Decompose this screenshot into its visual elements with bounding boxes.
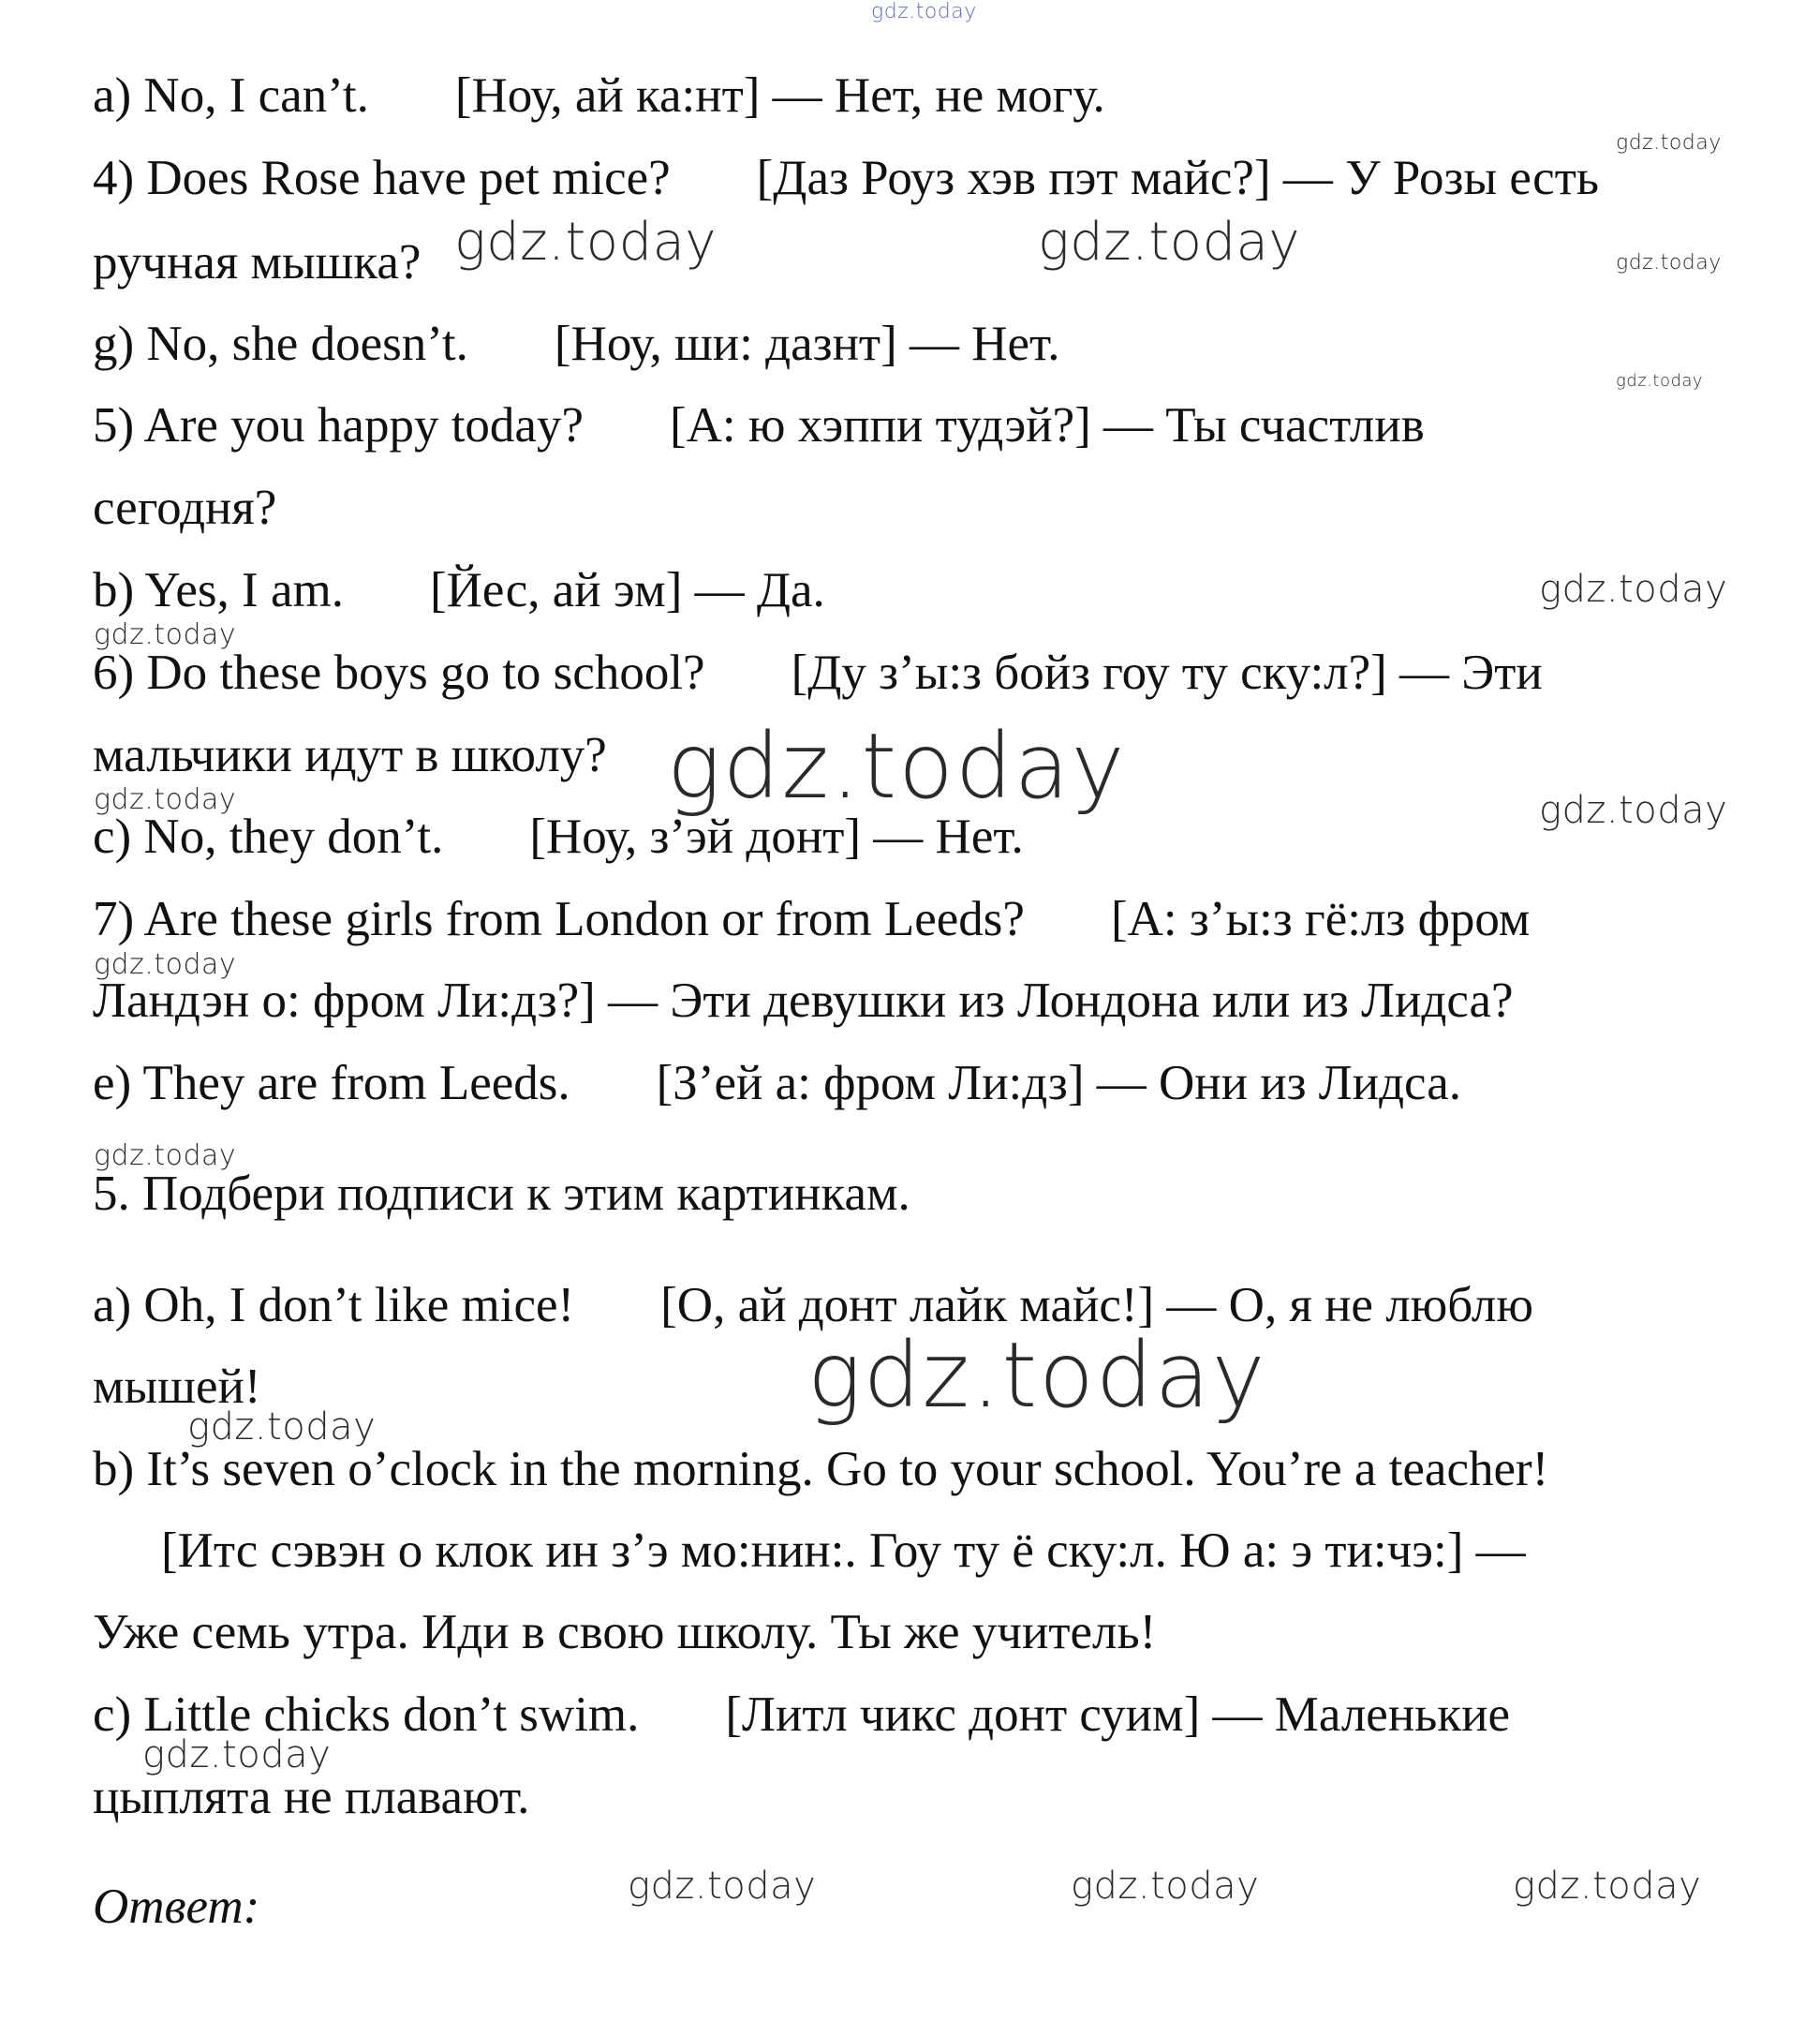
watermark: gdz.today — [807, 1323, 1267, 1428]
line-translation: [А: ю хэппи тудэй?] — Ты счастлив — [669, 398, 1425, 453]
watermark: gdz.today — [871, 0, 977, 23]
line-text: e) They are from Leeds. — [93, 1056, 570, 1110]
watermark: gdz.today — [1616, 371, 1704, 391]
line-text: 4) Does Rose have pet mice? — [93, 151, 671, 205]
watermark: gdz.today — [667, 714, 1127, 819]
watermark: gdz.today — [1513, 1865, 1702, 1908]
text-line — [93, 480, 276, 536]
watermark: gdz.today — [1539, 789, 1728, 832]
line-text: a) Oh, I don’t like mice! — [93, 1278, 575, 1332]
line-translation: [З’ей а: фром Ли:дз] — Они из Лидса. — [656, 1056, 1462, 1110]
line-text: Уже семь утра. Иди в свою школу. Ты же учитель! — [93, 1605, 1157, 1659]
text-line — [93, 1441, 1548, 1497]
watermark: gdz.today — [1539, 568, 1728, 611]
watermark: gdz.today — [142, 1733, 332, 1776]
line-translation: [Литл чикс донт суим] — Маленькие — [725, 1687, 1510, 1742]
line-translation: [О, ай донт лайк майс!] — О, я не люблю — [660, 1278, 1533, 1332]
line-text: мальчики идут в школу? — [93, 728, 607, 782]
watermark: gdz.today — [1616, 251, 1722, 275]
line-translation: [Ноу, ай ка:нт] — Нет, не могу. — [454, 68, 1105, 123]
watermark: gdz.today — [454, 212, 718, 273]
watermark: gdz.today — [94, 1139, 237, 1172]
line-translation: [Ноу, ши: дазнт] — Нет. — [554, 317, 1060, 371]
line-text: c) No, they don’t. — [93, 810, 444, 864]
section-heading — [93, 1166, 910, 1222]
line-text: b) Yes, I am. — [93, 563, 344, 617]
text-line — [93, 727, 607, 783]
watermark: gdz.today — [1616, 131, 1722, 155]
text-line — [93, 150, 1599, 206]
line-text: 6) Do these boys go to school? — [93, 646, 705, 700]
text-line — [93, 562, 825, 618]
line-translation: [Ноу, з’эй донт] — Нет. — [529, 810, 1024, 864]
text-line — [93, 1769, 529, 1825]
text-line — [93, 1055, 1461, 1111]
line-text: ручная мышка? — [93, 235, 422, 290]
text-line — [161, 1523, 1526, 1579]
line-text: цыплята не плавают. — [93, 1770, 530, 1824]
text-line — [93, 973, 1514, 1029]
line-text: [Итс сэвэн о клок ин з’э мо:нин:. Гоу ту ё ску:л. Ю а: э ти:чэ:] — — [161, 1523, 1526, 1578]
text-line — [93, 645, 1543, 701]
line-text: мышей! — [93, 1360, 261, 1414]
watermark: gdz.today — [94, 618, 237, 651]
line-text: 5) Are you happy today? — [93, 398, 584, 453]
text-line — [93, 316, 1059, 372]
watermark: gdz.today — [94, 948, 237, 981]
answer-label-text: Ответ: — [93, 1880, 260, 1934]
text-line — [93, 397, 1425, 453]
watermark: gdz.today — [1038, 212, 1301, 273]
text-line — [93, 234, 421, 290]
line-text: 7) Are these girls from London or from Leeds? — [93, 892, 1025, 946]
watermark: gdz.today — [628, 1865, 817, 1908]
watermark: gdz.today — [1071, 1865, 1260, 1908]
text-line — [93, 1604, 1156, 1660]
line-translation: [Даз Роуз хэв пэт майс?] — У Розы есть — [756, 151, 1600, 205]
line-translation: [Йес, ай эм] — Да. — [429, 563, 825, 617]
watermark: gdz.today — [94, 783, 237, 816]
line-text: a) No, I can’t. — [93, 68, 369, 123]
line-text: сегодня? — [93, 481, 277, 535]
line-text: g) No, she doesn’t. — [93, 317, 468, 371]
line-translation: [А: з’ы:з гё:лз фром — [1110, 892, 1531, 946]
answer-label — [93, 1879, 259, 1935]
line-text: Ландэн о: фром Ли:дз?] — Эти девушки из Лондона или из Лидса? — [93, 973, 1514, 1028]
line-text: 5. Подбери подписи к этим картинкам. — [93, 1167, 910, 1221]
text-line — [93, 67, 1105, 124]
line-text: b) It’s seven o’clock in the morning. Go to your school. You’re a teacher! — [93, 1442, 1549, 1496]
line-text: c) Little chicks don’t swim. — [93, 1687, 640, 1742]
watermark: gdz.today — [187, 1405, 377, 1449]
text-line — [93, 891, 1530, 947]
line-translation: [Ду з’ы:з бойз гоу ту ску:л?] — Эти — [791, 646, 1543, 700]
